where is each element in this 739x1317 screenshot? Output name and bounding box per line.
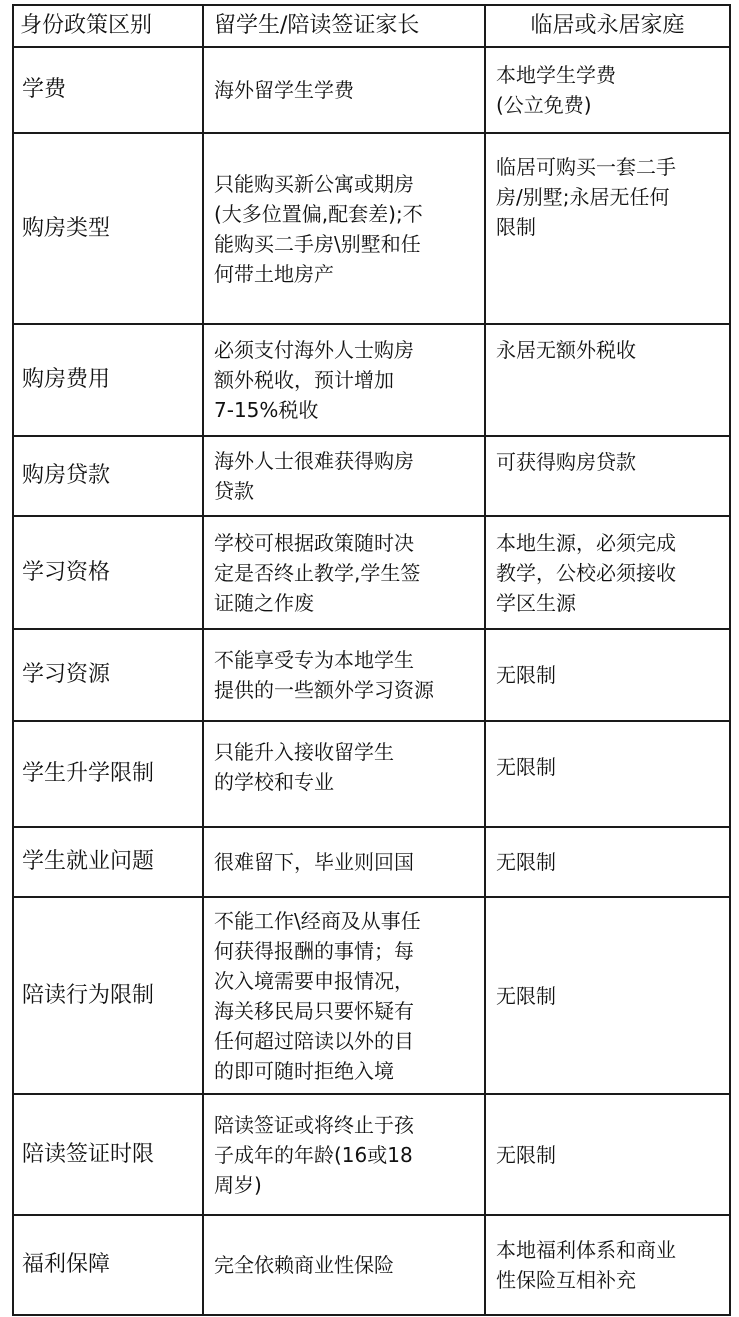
row-student-cell	[203, 827, 485, 897]
table-row	[13, 827, 730, 897]
row-resident-cell	[485, 133, 730, 324]
table-row	[13, 436, 730, 516]
cell-text: 无限制	[496, 755, 556, 779]
row-resident-cell	[485, 1094, 730, 1215]
cell-text: 无限制	[496, 663, 556, 687]
row-student-cell	[203, 1094, 485, 1215]
cell-text: 本地学生学费 (公立免费)	[496, 63, 616, 117]
cell-text: 学校可根据政策随时决 定是否终止教学,学生签 证随之作废	[214, 530, 421, 615]
row-student-cell	[203, 629, 485, 721]
row-student-cell	[203, 47, 485, 133]
row-category: 学生升学限制	[13, 721, 203, 827]
row-category: 学习资源	[13, 629, 203, 721]
cell-text: 不能享受专为本地学生 提供的一些额外学习资源	[214, 648, 434, 702]
table-row	[13, 629, 730, 721]
row-student-cell	[203, 133, 485, 324]
row-resident-cell	[485, 629, 730, 721]
cell-text: 本地福利体系和商业 性保险互相补充	[496, 1238, 676, 1292]
row-category: 学生就业问题	[13, 827, 203, 897]
cell-text: 本地生源，必须完成 教学，公校必须接收 学区生源	[496, 530, 676, 615]
header-student-visa: 留学生/陪读签证家长	[203, 5, 485, 47]
row-category: 陪读签证时限	[13, 1094, 203, 1215]
cell-text: 不能工作\经商及从事任 何获得报酬的事情；每 次入境需要申报情况， 海关移民局只要怀疑有 任何超过陪读以外的目 的即可随时拒绝入境	[214, 908, 421, 1083]
row-student-cell	[203, 897, 485, 1094]
header-row	[13, 5, 730, 47]
row-category: 陪读行为限制	[13, 897, 203, 1094]
row-student-cell	[203, 721, 485, 827]
row-resident-cell	[485, 827, 730, 897]
row-student-cell	[203, 324, 485, 436]
row-category: 学费	[13, 47, 203, 133]
table-row	[13, 1094, 730, 1215]
row-category: 购房类型	[13, 133, 203, 324]
row-resident-cell	[485, 47, 730, 133]
cell-text: 很难留下，毕业则回国	[214, 850, 414, 874]
row-category: 福利保障	[13, 1215, 203, 1315]
header-resident-family: 临居或永居家庭	[485, 5, 730, 47]
table-row	[13, 47, 730, 133]
table-row	[13, 133, 730, 324]
row-student-cell	[203, 1215, 485, 1315]
row-resident-cell	[485, 1215, 730, 1315]
table-row	[13, 721, 730, 827]
table-row	[13, 516, 730, 629]
policy-comparison-table-container	[12, 4, 729, 1316]
cell-text: 只能升入接收留学生 的学校和专业	[214, 740, 394, 794]
row-category: 购房贷款	[13, 436, 203, 516]
table-row	[13, 897, 730, 1094]
policy-comparison-table	[12, 4, 731, 1316]
cell-text: 无限制	[496, 983, 556, 1008]
cell-text: 只能购买新公寓或期房 (大多位置偏,配套差);不 能购买二手房\别墅和任 何带土地房产	[214, 171, 423, 286]
row-resident-cell	[485, 897, 730, 1094]
cell-text: 可获得购房贷款	[496, 450, 636, 474]
table-row	[13, 324, 730, 436]
row-resident-cell	[485, 324, 730, 436]
row-category: 学习资格	[13, 516, 203, 629]
row-resident-cell	[485, 721, 730, 827]
cell-text: 陪读签证或将终止于孩 子成年的年龄(16或18 周岁)	[214, 1112, 414, 1197]
row-resident-cell	[485, 516, 730, 629]
header-category: 身份政策区别	[13, 5, 203, 47]
cell-text: 临居可购买一套二手 房/别墅;永居无任何 限制	[496, 155, 676, 239]
row-student-cell	[203, 436, 485, 516]
row-category: 购房费用	[13, 324, 203, 436]
row-student-cell	[203, 516, 485, 629]
cell-text: 海外人士很难获得购房 贷款	[214, 449, 414, 503]
table-row	[13, 1215, 730, 1315]
cell-text: 无限制	[496, 1142, 556, 1167]
cell-text: 无限制	[496, 850, 556, 874]
cell-text: 永居无额外税收	[496, 338, 636, 362]
cell-text: 海外留学生学费	[214, 78, 354, 102]
row-resident-cell	[485, 436, 730, 516]
cell-text: 完全依赖商业性保险	[214, 1253, 394, 1277]
cell-text: 必须支付海外人士购房 额外税收，预计增加 7-15%税收	[214, 338, 414, 422]
